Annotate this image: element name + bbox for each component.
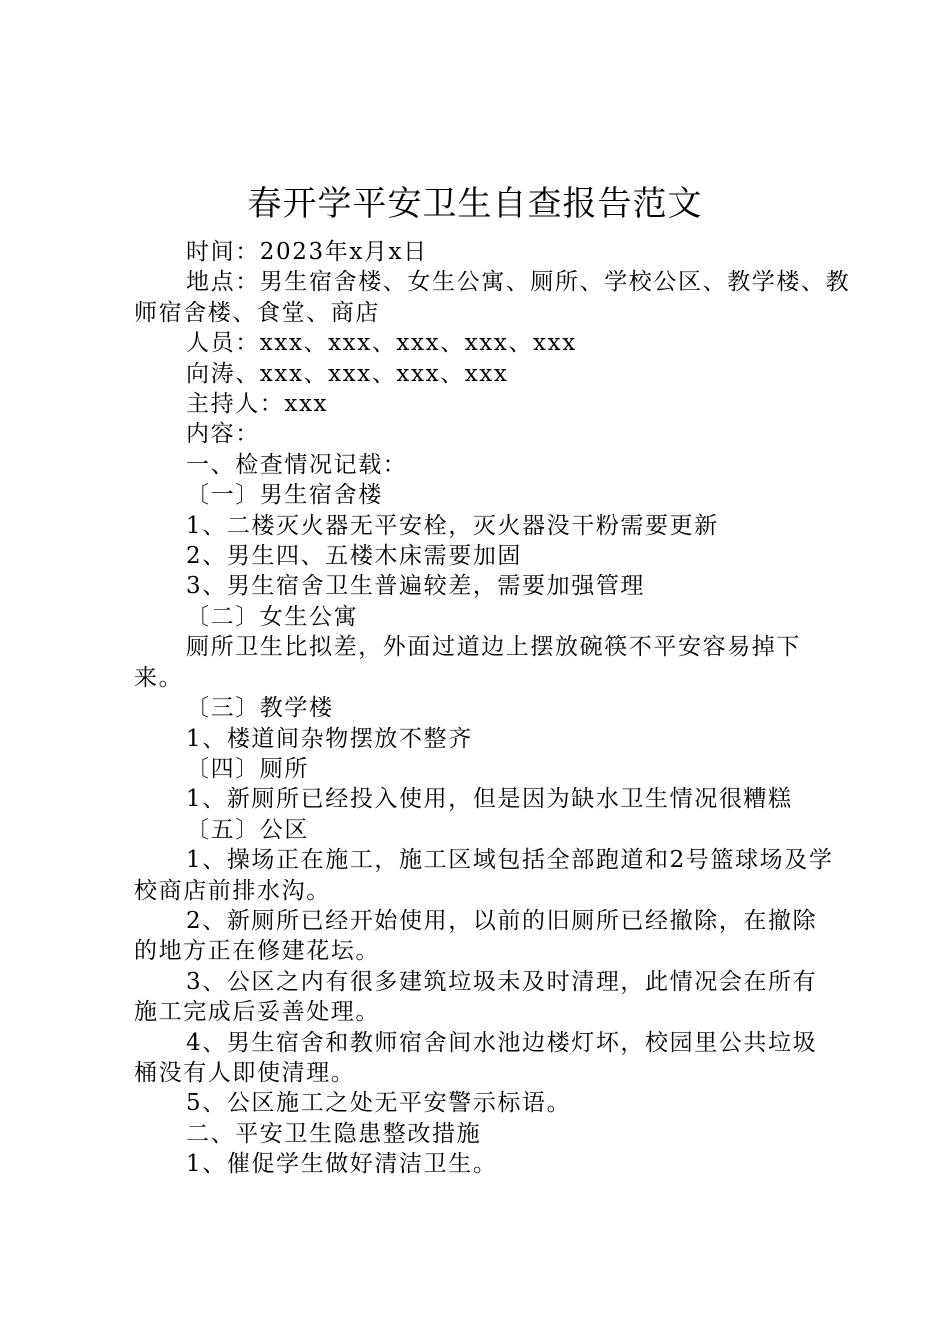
content-label: 内容： [186, 421, 260, 448]
subsection-heading: 〔五〕公区 [186, 816, 309, 843]
time-line: 时间：2023年x月x日 [186, 239, 428, 265]
list-item: 2、男生四、五楼木床需要加固 [186, 543, 523, 570]
subsection-heading: 〔四〕厕所 [186, 755, 309, 782]
section-heading: 一、检查情况记载： [186, 451, 408, 478]
personnel-line-2: 向涛、xxx、xxx、xxx、xxx [186, 360, 509, 387]
list-item: 3、公区之内有很多建筑垃圾未及时清理，此情况会在所有施工完成后妥善处理。 [134, 968, 818, 1026]
document-title: 春开学平安卫生自查报告范文 [247, 184, 703, 224]
host-line: 主持人：xxx [186, 391, 329, 418]
list-item: 1、催促学生做好清洁卫生。 [186, 1151, 498, 1178]
paragraph: 厕所卫生比拟差，外面过道边上摆放碗筷不平安容易掉下来。 [134, 634, 801, 691]
document-body [134, 237, 854, 1180]
list-item: 3、男生宿舍卫生普遍较差，需要加强管理 [186, 573, 646, 600]
location-line: 地点：男生宿舍楼、女生公寓、厕所、学校公区、教学楼、教师宿舍楼、食堂、商店 [134, 269, 851, 326]
list-item: 5、公区施工之处无平安警示标语。 [186, 1090, 572, 1117]
list-item: 1、新厕所已经投入使用，但是因为缺水卫生情况很糟糕 [186, 786, 793, 813]
list-item: 1、楼道间杂物摆放不整齐 [186, 725, 473, 752]
section-heading: 二、平安卫生隐患整改措施 [186, 1120, 482, 1147]
list-item: 1、二楼灭火器无平安栓，灭火器没干粉需要更新 [186, 512, 719, 539]
list-item: 2、新厕所已经开始使用，以前的旧厕所已经撤除，在撤除的地方正在修建花坛。 [134, 907, 818, 965]
subsection-heading: 〔一〕男生宿舍楼 [186, 482, 383, 509]
subsection-heading: 〔三〕教学楼 [186, 695, 334, 722]
list-item: 1、操场正在施工，施工区域包括全部跑道和2号篮球场及学校商店前排水沟。 [134, 847, 834, 904]
personnel-line: 人员：xxx、xxx、xxx、xxx、xxx [186, 330, 577, 357]
subsection-heading: 〔二〕女生公寓 [186, 603, 359, 630]
list-item: 4、男生宿舍和教师宿舍间水池边楼灯坏，校园里公共垃圾桶没有人即使清理。 [134, 1029, 818, 1086]
